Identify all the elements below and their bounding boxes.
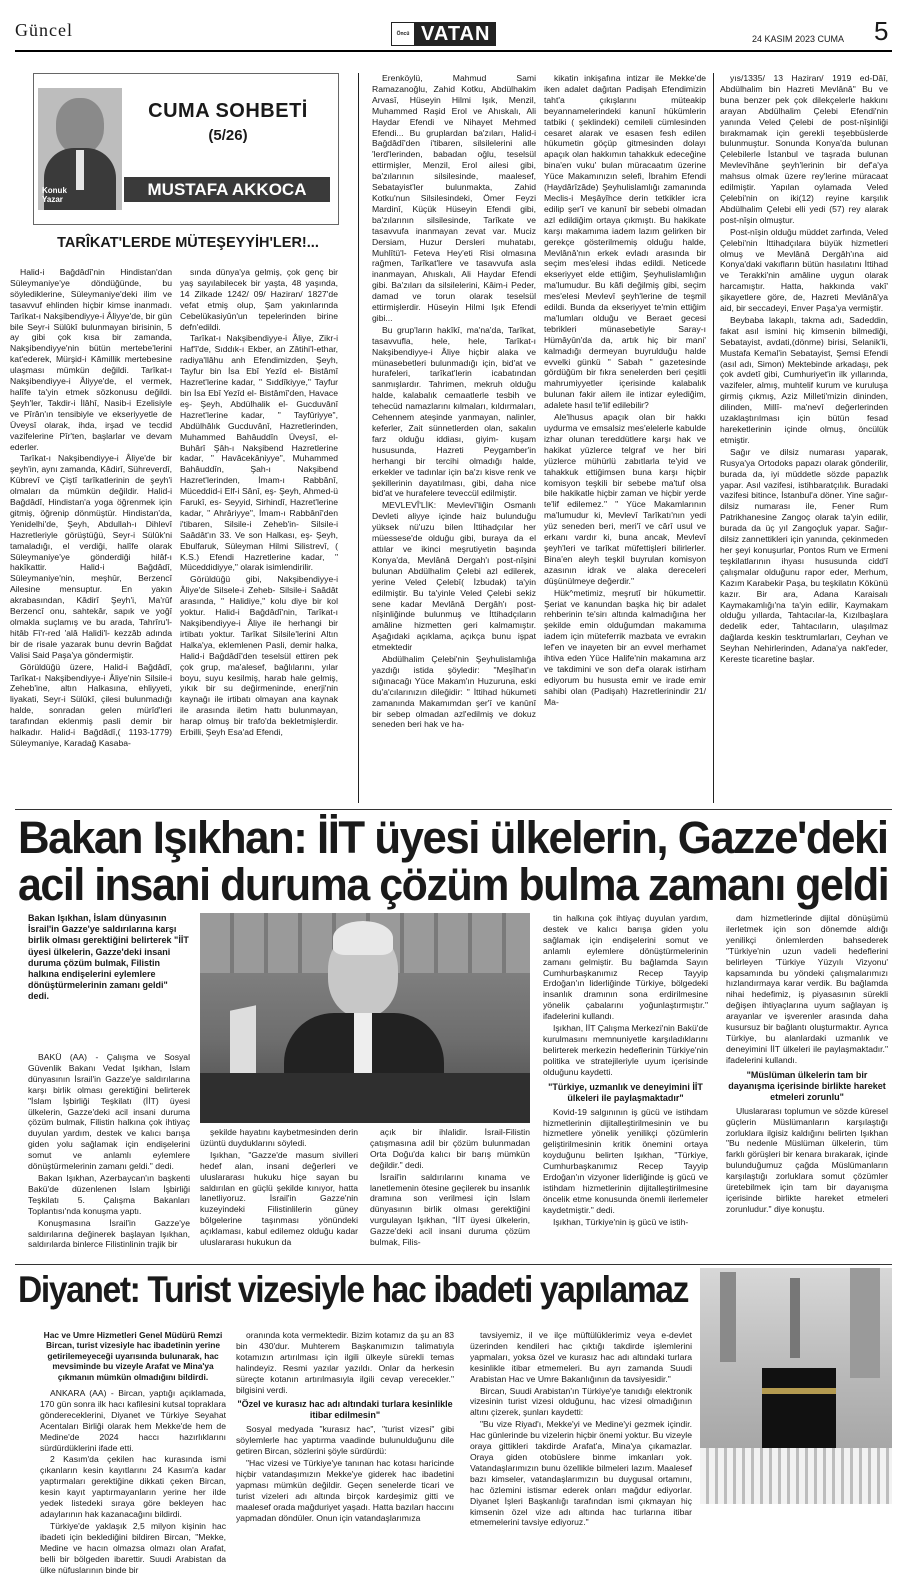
- header-rule: [15, 50, 892, 52]
- body-paragraph: sında dünya'ya gelmiş, çok genç bir yaş sayılabilecek bir yaşta, 48 yaşında, 14 Zilkade 1242/ 09/ Haziran/ 1827'de vefat etmiş olup, Şam yakınlarında Cebelükasiyûn'un tepelerinden birine defn'edildi.: [180, 267, 338, 332]
- body-paragraph: oranında kota vermektedir. Bizim kotamız da şu an 83 bin 430'dur. Muhterem Başkanımızın talimatıyla kotamızın artırılması için ilgili ülkeyle sürekli temas halindeyiz. Resmi yazılar yazıldı. Onlar da herkesin süreçte kotanın artırılmasıyla ilgili cevap verecekler." bilgisini verdi.: [236, 1330, 454, 1395]
- article2-col-1: [40, 1388, 226, 1575]
- body-paragraph: İsrail'in saldırılarını kınama ve lanetlemenin ötesine geçilerek bu insanlık dramına son verilmesi için İslam dünyasının birlik olması gerektiğini vurgulayan Işıkhan, "İİT üyesi ülkelerin, Gazze'deki acil insani duruma çözüm bulmak, Filis-: [370, 1171, 530, 1248]
- article1-col-3: [370, 1127, 530, 1257]
- page-number: 5: [874, 16, 889, 46]
- article2-lead: Hac ve Umre Hizmetleri Genel Müdürü Remzi Bircan, turist vizesiyle hac ibadetinin yerine getirilemeyeceği uyarısında bulunarak, hac mevsiminde bu vizeyle Arafat ve Mina'ya çıkmanın mümkün olmadığını bildirdi.: [43, 1330, 223, 1382]
- body-paragraph: açık bir ihlalidir. İsrail-Filistin çatışmasına adil bir çözüm bulunmadan Orta Doğu'da kalıcı bir barış mümkün değildir." dedi.: [370, 1127, 530, 1170]
- body-paragraph: yıs/1335/ 13 Haziran/ 1919 ed-Dâî, Abdülhalim bin Hazreti Mevlânâ" Bu ve buna benzer pek çok dilekçelerle hakkını arayan Abdülhalim Çelebi Efendi'nin yanında Veled Çelebi de post-nîşinliği bırakmamak için gerekli teşebbüslerde bulunmuştur. Sonunda Konya'da bulunan Çelebilerle İstanbul ve taşrada bulunan Mevlevîhâne şeyh'lerinin bir def'a'ya mahsus olmak üzere rey'lerine müracaat edilmiştir. Yapılan oylamada Veled Çelebi'nin on iki(12) reyine karşılık Abdülhalim Çelebi elli yedi (57) rey alarak post-nîşin olmuştur.: [720, 73, 888, 225]
- column-col-2: [180, 267, 338, 802]
- body-paragraph: Işıkhan, İİT Çalışma Merkezi'nin Bakü'de kurulmasını memnuniyetle karşıladıklarını belirterek merkezin hedeflerinin Türkiye'nin politika ve stratejileriyle uyum içerisinde olduğunu kaydetti.: [543, 1023, 709, 1077]
- body-paragraph: Beybaba lakaplı, takma adı, Sadeddin, fakat asıl ismini hiç kimsenin bilmediği, Sebatayist, avdati,(dönme) birisi, Selanik'li, Mustafa Kemal'in Sebatayist, Şemsi Efendi (asıl adı, Simon) Mektebinde arkadaşı, pek çok avdetî gibi, Cumhuriyet'in ilk yıllarında, vazifeler, almış, muhtelif kurum ve kuruluşa girmiş çıkmış, Aziz Milleti'mizin dininden, dilinden, Millî- ma'nevî değerlerinden uzaklaştırılması için bütün fesad hareketlerinin içinde olmuş, öncülük etmiştir.: [720, 314, 888, 445]
- article2-col-2: [236, 1330, 454, 1523]
- body-paragraph: şekilde hayatını kaybetmesinden derin üzüntü duyduklarını söyledi.: [200, 1127, 358, 1148]
- guest-writer-label: Konuk Yazar: [42, 186, 67, 204]
- body-paragraph: kikatin inkişafına intizar ile Mekke'de iken adalet dağıtan Padişah Efendimizin taht'a çıkışlarını müteakip beyannamelerindeki kanunî hükümlerin tatbiki ( şeklindeki) cemileli cümlesinden cesaret alarak ve esasen fesh edilen hükumetin göçüp gitmesinden dolayı apaçık olan hakkımın tahakkuk edeceğine bina'en vuku' bulan müracaatım üzerine Yüce Makamınızın selefi, İbrahim Efendi (Haydârîzâde) Şeyhulislamlığı zamanında Meclis-i Meşâyîhce derin tetkikler icra edilip şer'î ve kanunî bir sebebi olmadan azl edildiğim ortaya çıkmıştı. Bu hakikate karşı makamıma iadem lazım gelirken bir gerekçe gösterilmemiş olduğu halde, Mevlânâ'nın erkek evladı arasında bir seçim mes'elesi ihdas edildi. Neticede ekseriyyet elde ettiğim, Şeyhulislamlığın ma'lumudur. Bu kâfi değilmiş gibi, seçim mes'elesi Mevlevî şeyh'lerine de teşmil edildi. Bunda da ekseriyyet te'min ettiğim ma'lumları olduğu ve Beraet gecesi tebrikleri münasebetiyle Saray-ı Hümâyûn'da da, artık hiç bir mani' kalmadığı dermeyan buyrulduğu halde evvelki günkü " Sabah " gazetesinde gördüğüm bir fıkra senelerden beri çeşitli mahrumiyyetler içerisinde kalabalık bulunan fakir ailem ile intizar eylediğim, adalete hasıl te'lif edilebilir?: [544, 73, 706, 411]
- body-paragraph: Bircan, Suudi Arabistan'ın Türkiye'ye tanıdığı elektronik vizesinin turist vizesi olduğunu, hac vizesi olmadığının altını çizerek, şunları kaydetti:: [470, 1385, 692, 1418]
- body-paragraph: Sosyal medyada "kurasız hac", "turist vizesi" gibi söylemlerle hac yaptırma vaadinde bulunulduğunu dile getiren Bircan, sözlerini şöyle sürdürdü:: [236, 1424, 454, 1457]
- article1-headline-line2: acil insani duruma çözüm bulma zamanı geldi: [18, 859, 889, 910]
- body-paragraph: tin halkına çok ihtiyaç duyulan yardım, destek ve kalıcı barışa giden yolu sağlamak için endişelerini somut ve anlamlı eylemlere dönüştürmelerinin zamanı gelmiştir. Bu bağlamda Sayın Cumhurbaşkanımız Recep Tayyip Erdoğan'ın liderliğinde Türkiye, bölgedeki insanlık dramının sona erdirilmesine yönelik çabalarını yoğunlaştırmıştır." ifadelerini kullandı.: [543, 913, 708, 1022]
- body-paragraph: Görüldüğü üzere, Halid-i Bağdâdî, Tarîkat-ı Nakşibendiyye-i Âliye'nin Silsile-i Zeheb'ine, altın Halkasına, ehliyyeti, liyakati, Seyr-i Sülûkî, çilesi bulunmadığı halde, sonradan gelen mürîd'leri tarafından eklenmiş pasli demir bir halkadır. Halid-i Bağdâdî,( 1193-1779) Süleymaniye, Karadağ Kasaba-: [10, 661, 172, 748]
- body-paragraph: ANKARA (AA) - Bircan, yaptığı açıklamada, 170 gün sonra ilk hacı kafilesini kutsal topraklara göndereceklerini, Diyanet ve Türkiye Seyahat Acentaları Birliği olarak hem Mekke'de hem de Medine'de 2024 haccı hazırlıklarını sürdürdüklerini ifade etti.: [40, 1388, 226, 1453]
- article2-headline: Diyanet: Turist vizesiyle hac ibadeti yapılamaz: [18, 1269, 689, 1310]
- column-divider-1: [358, 73, 359, 803]
- column-series: CUMA SOHBETİ: [148, 100, 308, 122]
- body-paragraph: Kovid-19 salgınının iş gücü ve istihdam hizmetlerinin dijitalleştirilmesinin ve bu hizmetlere yönelik yenilikçi çözümlerin geliştirilmesinin kritik önemini ortaya koyduğunu belirten Işıkhan, "Türkiye, Cumhurbaşkanımız Recep Tayyip Erdoğan'ın vizyoner liderliğinde iş gücü ve istihdam hizmetlerinin dijitalleştirilmesine öncelik etme konusunda önemli ilerlemeler kaydetmiştir." dedi.: [543, 1106, 708, 1215]
- section-name: Güncel: [15, 20, 73, 40]
- issue-date: 24 KASIM 2023 CUMA: [752, 34, 845, 44]
- column-divider-2: [713, 73, 714, 803]
- column-col-1: [10, 267, 172, 802]
- body-paragraph: Sağır ve dilsiz numarası yaparak, Rusya'ya Ortodoks papazı olarak gönderilir, burada da, iyi müddetle sözde papazlık yapar. Asıl vazifesi, istihbaratçılık. Buradaki vazifesi bitince, İstanbul'a döner. Yine sağır-dilsiz numarası ile, Fener Rum Patrikhanesine Zangoç olarak ta'yin edilir, burada da üç yıl Zangoçluk yapar. Sağır-dilsiz zannettikleri için yanında, çekinmeden her şeyi konuşurlar, Pontos Rum ve Ermeni teşkilatlarının ihyası hususunda cidd'î çalışmalar olduğunu rapor eder, Merhum, Kazım Karabekir Paşa, bu teşkilatın Kökünü kazır. Bir ara, Adana Karaisalı Kaymakamlığı'na ta'yin edilir, Kaymakam olduğu yıllarda, Tahtacılar-la, Kızılbaşlara dedelik eder, Tahtacıların, ulaşılmaz dağlarda keskin tesktrumlarları, Ceyhan ve Seyhan Nehirlerinden, Adana'ya nakl'eder, Kereste ticaretine başlar.: [720, 446, 888, 665]
- body-paragraph: Işıkhan, "Gazze'de masum sivilleri hedef alan, insani değerleri ve uluslararası hukuku hiçe sayan bu saldırılan en güçlü şekilde kınıyor, hatta lanetliyoruz. İsrail'in Gazze'nin kuzeyindeki Filistinlilerin güney bölgelerine taşınması yönündeki açıklaması, kabul edilemez olduğu kadar uluslararası hukukun da: [200, 1149, 358, 1248]
- body-paragraph: tavsiyemiz, il ve ilçe müftülüklerimiz veya e-devlet üzerinden kendileri hac çıktığı takdirde işlemlerini yapmaları, yoksa özel ve kurasız hac adı altındaki turlara kesinlikle itibar etmemeleri. Bu ayrı zamanda Suudi Arabistan Hac ve Umre Bakanlığının da tavsiyesidir.": [470, 1330, 692, 1384]
- body-paragraph: BAKÜ (AA) - Çalışma ve Sosyal Güvenlik Bakanı Vedat Işıkhan, İslam dünyasının İsrail'in Gazze'ye saldırılarına karşı birlik olması gerektiğini belirterek "İslam İşbirliği Teşkilatı (İİT) üyesi ülkelerin, Gazze'deki acil insani duruma çözüm bulmak, Filistin halkına çok ihtiyaç duyulan yardım, destek ve kalıcı barışa giden yolu sağlamak için endişelerini somut ve anlamlı eylemlere dönüştürmelerinin zamanı geldi." dedi.: [28, 1052, 190, 1172]
- article1-lead: Bakan Işıkhan, İslam dünyasının İsrail'in Gazze'ye saldırılarına karşı birlik olması gerektiğini belirterek "İİT üyesi ülkelerin, Gazze'deki insani duruma çözüm bulmak, Filistin halkına endişelerini eylemlere dönüştürmelerinin zamanı geldi" dedi.: [28, 913, 189, 1002]
- body-paragraph: Abdülhalim Çelebi'nin Şeyhulislamlığa yazdığı istida şöyledir: "Meşîhat'ın sığınacağı Yüce Makam'ın Huzuruna, eski du'a'cılarınızın dileğidir: " İttihad hükumeti zamanında Makamımdan şer'î ve kanûnî bir sebep olmadan azl'edilmiş ve dokuz seneden beri hak ve ha-: [372, 654, 536, 730]
- section-rule-1: [15, 809, 892, 810]
- column-col-5: [720, 73, 888, 803]
- body-paragraph: Konuşmasına İsrail'in Gazze'ye saldırılarına değinerek başlayan Işıkhan, saldırılarda binlerce Filistinlinin trajik bir: [28, 1217, 190, 1250]
- logo-badge: Öncü: [391, 22, 415, 46]
- subheading: "Özel ve kurasız hac adı altındaki turlara kesinlikle itibar edilmesin": [237, 1399, 453, 1421]
- author-photo: [38, 88, 122, 210]
- body-paragraph: Post-nîşin olduğu müddet zarfında, Veled Çelebi'nin İttihadçılara büyük hizmetleri olmuş ve Mevlânâ Dergâh'ına aid Konya'daki vakıfların bütün hasılatını İttihad ve Terakki'nin amâline uygun olarak harcamıştır. Hatta, hakkında vakî' şikayetlere göre, de, Hazreti Mevlânâ'ya aid, bir seccadeyi, Enver Paşa'ya vermiştir.: [720, 226, 888, 314]
- section-rule-2: [15, 1264, 892, 1265]
- article2-col-3: [470, 1330, 692, 1528]
- body-paragraph: dam hizmetlerinde dijital dönüşümü ilerletmek için son dönemde aldığı yenilikçi önlemlerden bahsederek "Türkiye'nin uzun vadeli hedeflerini belirleyen 'Türkiye Yüzyılı Vizyonu' kapsamında bu yöndeki çalışmalarımızı hızlandırmaya karar verdik. Bu bağlamda nihai hedefimiz, iş piyasasının sürekli değişen ihtiyaçlarına uyum sağlayan iş arayanlar ve işverenler arasında daha kusursuz bir bağlantı oluşturmaktır. Ayrıca Türkiye, bu alanlardaki uzmanlık ve deneyimini İİT ülkeleri ile paylaşmaktadır." ifadelerini kullandı.: [726, 913, 888, 1065]
- body-paragraph: 2 Kasım'da çekilen hac kurasında ismi çıkanların kesin kayıtlarını 24 Kasım'a kadar yaptırmaları gerektiğine dikkati çeken Bircan, kesin kayıt yaptırmayanların yerine her ilde yedek listedeki sıraya göre bekleyen hac adaylarının hak kazanacağını bildirdi.: [40, 1454, 226, 1519]
- body-paragraph: Uluslararası toplumun ve sözde küresel güçlerin Müslümanların karşılaştığı zorluklara ilgisiz kaldığını belirten Işıkhan "Bu nedenle Müslüman ülkelerin, tüm farklı görüşleri bir kenara bırakarak, içinde bulunduğumuz çağda Müslümanların karşılaştığı zorluklara somut çözümler üretebilmek için tam bir dayanışma içerisinde birlikte hareket etmeleri zorunludur." diye konuştu.: [726, 1105, 888, 1214]
- page-header: [0, 0, 907, 52]
- column-title: TARÎKAT'LERDE MÜTEŞEYYİH'LER!...: [57, 235, 319, 251]
- body-paragraph: Türkiye'de yaklaşık 2,5 milyon kişinin hac ibadeti için beklediğini bildiren Bircan, "Mekke, Medine ve hacın olmazsa olmazı olan Arafat, belli bir bölgeden ibarettir. Suudi Arabistan da ülke nüfuslarının binde bir: [40, 1520, 226, 1575]
- body-paragraph: Tarîkat-ı Nakşibendiyye-i Âliye, Zikr-i Haf'î'de, Sıddık-ı Ekber, an Zâtihi'l-ethar, radiya'llâhu anh Efendimizden, Şeyh, Tayfur bin İsa Ebî Yezîd el- Bistâmî Hazret'lerine kadar, " Sıddîkiyye," Tayfur bin İsa Ebî Yezîd el- Bistâmî'den, Havace eş- Şeyh, Abdülhalik el- Gucduvânî Hazret'lerine kadar, " Tayfûriyye", Abdülhâlık Gucduvânî, Hazretlerinden, Muhammed Bahâuddîn Üveysî, el- Buhârî Şâh-ı Nakşibend Hazretlerine kadar, " Havâcekâniyye", Muhammed Bahâuddîn, Şah-ı Nakşibend Hazret'lerinden, İmam-ı Rabbânî, Müceddid-i Elf-i Sânî, eş- Şeyh, Ahmed-ü Farukî, es- Seyyid, Sirhindî, Hazret'lerine kadar, " Ahrâriyye", İmam-ı Rabbânî'den i'tibaren, Silsile-i Zeheb'in- Silsile-i Saâdât'ın 33. Ve son Halkası, eş- Şeyh, Ebulfaruk, Süleyman Hilmi Silistrevî, ( K.S.) Efendi Hazretlerine kadar, " Müceddidiyye," olarak isimlendirilir.: [180, 333, 338, 573]
- article1-col-4: [543, 913, 708, 1257]
- article1-headline-line1: Bakan Işıkhan: İİT üyesi ülkelerin, Gazze'deki: [18, 812, 888, 863]
- body-paragraph: Halid-i Bağdâdî'nin Hindistan'dan Süleymaniye'ye döndüğünde, bu söylediklerine, Süleymaniye'deki ilim ve tasavvuf ehlinden hiçbir kimse inanmadı. Tarîkat-ı Nakşibendiyye-i Âliyye'de, bir gün bile Seyr-i Sülûkî bulunmayan birisinin, 5 ay gibi çok kısa bir zamanda, Nakşibendiyye'nin bütün mertebe'lerini kat'ederek, Mürşid-i Kâmillik mertebesine ulaşması mümkün değildi. Tarîkat-ı Nakşibendiyye-i Âliyye'de, el vermek, halîfe ta'yin etmek sözkonusu değildi. Şeyh'ler, Takdir-i İlâhî, Nasib-i Ezelisiyle ve Pîrân'ın tensibiyle ve ekseriyyetle de Üveysî olarak, ihda, irşad ve tecdid vazifelerine Pîr'ten, başlarlar ve devam ederler.: [10, 267, 172, 452]
- article1-col-2: [200, 1127, 358, 1257]
- body-paragraph: Işıkhan, Türkiye'nin iş gücü ve istih-: [553, 1216, 689, 1227]
- body-paragraph: Ale'lhusus apaçık olan bir hakkı uydurma ve emsalsiz mes'elelerle kabulde izhar olunan tereddütlere karşı hak ve hakikat yüzlerce telgraf ve her biri yüzlerce mühürlü zabıtlarla te'yid ve tahakkuk ettiğimsen buna karşı hiçbir komisyon teşkili bir sebebe ma'tuf olsa bile hakikatle hiçbir zaman ve hiçbir yerde te'lif edilemez." " Yüce Makamlarının ma'lumudur ki, Mevlevî Tarîkatı'nın yedi yüz seneden beri, meri'î ve cârî usul ve erkanı vardır ki, buna ancak, Mevlevî şeyh'leri ve tarîkat müfettişleri bilirlerler. Bina'en aleyh teşkil buyrulan komisyon azasının idrak ve alaka dereceleri düşünülmeye değerdir.": [544, 412, 706, 586]
- author-name: MUSTAFA AKKOCA: [124, 177, 330, 202]
- column-part: (5/26): [208, 127, 248, 144]
- body-paragraph: Tarîkat-ı Nakşibendiyye-i Âliye'de bir şeyh'in, aynı zamanda, Kâdirî, Sühreverdî, Kübrevî ve Çiştî tarîkatlerinin de şeyh'i olmaları da mümkün değildir. Halid-i Bağdâdî, Hindistan'a yoga öğrenmek için gitmiş, öğrenip dönmüştür. Hindistan'da, Yenidelhi'de, Şeyh, Abdullah-ı Dihlevî Hazretleriyle görüştüğü, Seyr-i Sülûk'ni tamaladığı, el verdiği, halîfe olarak Süleymaniye'ye gönderdiği hilâf-ı hakîkattir. Halid-i Bağdâdî, Süleymaniye'nin, meşhûr, Berzencî Ailesine mensuptur. En yakın akrabasından, Kâdirî Şeyh'i, Ma'rûf Berzencî onu, sahtekâr, sapık ve yoğî olmakla suçlamış ve bu arada, Tahrîru'l- hitâb Fî'r-red 'alâ Halidi'l- kezzâb adında bir de risale yazarak bunu devrin Bağdat Valisi Said Paşa'ya göndermiştir.: [10, 453, 172, 660]
- masthead-logo: [391, 22, 496, 46]
- body-paragraph: Erenköylü, Mahmud Sami Ramazanoğlu, Zahid Kotku, Abdülhakim Arvasî, Hüseyin Hilmi Işık, Menzil, Muhammed Raşid Erol ve Ahıskalı, Ali Haydar Efendi ve Nihayet Mehmed Efendi... Bu gruplardan ba'zıları, Halid-i Bağdâdî'den i'tibaren, silsilelerini alle 'lerd'lerinden, babadan oğlu, teselsül ettirmişler, Menzil, Erol ailesi gibi, ba'zılarının silsilesinde, maalesef, Sebatayist'ler bulunmakta, Zahid Kotku'nun Silsilesindeki, Ömer Feyzi Mardinî, Küçük Hüseyin Efendi gibi, ba'zılarının silsilesinde, Tarîkate ve tasavvufa inanmayan zevat var. Muciz Dersiam, Huzur Dersleri muhatabı, Muhlîtü'l- Feteva Hey'eti Risi olmasına rağmen, Tarîkat'lere ve tasavvufa asla inanmayan, Ahıskalı, Ali Haydar Efendi gibi. Ba'zıları da silsilelerini, Kâim-i Peder, damad ve torun olarak teselsül ettirmişlerdir. Hüseyin Hilmi Işık Efendi gibi...: [372, 73, 536, 323]
- article1-col-5: [726, 913, 888, 1257]
- body-paragraph: Hük^metimiz, meşrutî bir hükumettir. Şeriat ve kanundan başka hiç bir adalet rehberinin te'sirı altında kalmadığına her şekilde emin olduğumdan makamıma iadem için müteferrik mazbata ve evrakın lef'en ve inayeten bir an evvel merhamet ihtiva eden Yüce Halife'nin makamına arz ve takdimini ve son def'a olarak istirham ediyorum bu hususta emir ve irade emir sahibi olan (Padişah) Hazretlerinindir 21/ Ma-: [544, 587, 706, 707]
- column-col-4: [544, 73, 706, 803]
- column-col-3: [372, 73, 536, 803]
- subheading: "Müslüman ülkelerin tam bir dayanışma içerisinde birlikte hareket etmeleri zorunlu": [728, 1069, 886, 1102]
- body-paragraph: "Hac vizesi ve Türkiye'ye tanınan hac kotası haricinde hiçbir vatandaşımızın Mekke'ye giderek hac ibadetini yapması mümkün değildir. Geçen senelerde ticari ve turist vizeleri adı altında birçok kardeşimiz gitti ve maalesef orada mağduriyet yaşadı. Hatta bazıları haccını yapmadan döndüler. Onun için vatandaşlarımıza: [236, 1458, 454, 1523]
- article2-photo-kaaba: [700, 1268, 892, 1504]
- subheading: "Türkiye, uzmanlık ve deneyimini İİT ülkeleri ile paylaşmaktadır": [548, 1081, 703, 1103]
- body-paragraph: MEVLEVÎ'LİK: Mevlevî'liğin Osmanlı Devleti aliyye içinde haiz bulunduğu yüksek nü'uzu bilen İttihadçılar her müessese'de olduğu gibi, buraya da el attılar ve ikinci meşrutiyetin başında Konya'da, Mevlânâ Dergah'ı post-nîşini bulunan Abdülhalim Çelebi azl edilerek, yerine Veled Çelebî( İzbudak) ta'yin edilmiştir. Bu ta'yinle Veled Çelebi sekiz sene kadar Mevlânâ Dergâh'ı post- nîşinliğinde bulunmuş ve İttihadçıların amâline hizmetten geri kalmamıştır. Aşağıdaki açıklama, açıkça bunu işpat etmektedir: [372, 500, 536, 653]
- article1-col-1: [28, 1052, 190, 1257]
- logo-text: VATAN: [415, 22, 496, 46]
- body-paragraph: Bakan Işıkhan, Azerbaycan'ın başkenti Bakü'de düzenlenen İslam İşbirliği Teşkilatı 5. Çalışma Bakanları Toplantısı'nda konuşma yaptı.: [28, 1172, 190, 1216]
- body-paragraph: Bu grup'ların hakîkî, ma'na'da, Tarîkat, tasavvufla, hele, hele, Tarîkat-ı Nakşibendiyye-i Âliye hiçbir alaka ve münasebetleri bulunmadığı için, bid'at ve hurafeleri, tarîkat'lerin icabatından sanmışlardır. Tahrimen, mekruh olduğu halde, kalabalık cemaatlerle tesbih ve tehecüd namazlarını kılmaları, kıldırmaları, Cehennem ateşinde yanmayan, nalinler, keferler, Zait sünnetlerden olan, sakalın farz olduğu iddiası, giyim- kuşam hususunda, Hazreti Peygamber'in herhangi bir tercihi olmadığı halde, erkekler ve tadınlar için ba'zı kisve renk ve şekillerinin dayatılması, gibi, daha nice bid'at ve hurafelere teveccül edilmiştir.: [372, 324, 536, 499]
- body-paragraph: Görüldüğü gibi, Nakşibendiyye-i Âliye'de Silsele-i Zeheb- Silsile-i Saâdât arasında, " Halidiye," kolu diye bir kol yoktur. Halid-i Bağdâdî'nin, Tarîkat-ı Nakşibendiyye-i Âliye ile herhangi bir irtibatı yoktur. Tarîkat Silsile'lerini Altın Halka'ya, eklemlenen Pasli, demir halka, Halid-i Bağdâdî'den teselsül ettiren pek çok grup, ma'alesef, bağlılarını, yılar boyu, suyu kesilmiş, harab hale gelmiş, yıkık bir su değirmeninde, enerji'nin kaynağı ile irtibatı olmayan ana kaynak ile arasında iletim hattı bulunmayan, harap olmuş bir trafo'da bekletmişlerdir. Erbilli, Şeyh Esa'ad Efendi,: [180, 574, 338, 738]
- body-paragraph: "Bu vize Riyad'ı, Mekke'yi ve Medine'yi gezmek içindir. Hac günlerinde bu vizelerin hiçbir önemi yoktur. Bu vizeyle oraya gittikleri takdirde Arafat'a, Mina'ya çıkamazlar. Oraya giden otobüslere binme imkanları yok. Vatandaşlarımızın bunu özellikle bilmeleri lazım. Maalesef bazı kimseler, vatandaşlarımızın bu duygusal ortamını, hac özlemini istismar ederek onları mağdur ediyorlar. Diyanet İşleri Başkanlığı tarafından ismi çıkmayan hiç kimsenin özel vize adı altında hac turlarına itibar etmemelerini tavsiye ediyoruz.": [470, 1419, 692, 1528]
- article1-photo: [200, 913, 530, 1123]
